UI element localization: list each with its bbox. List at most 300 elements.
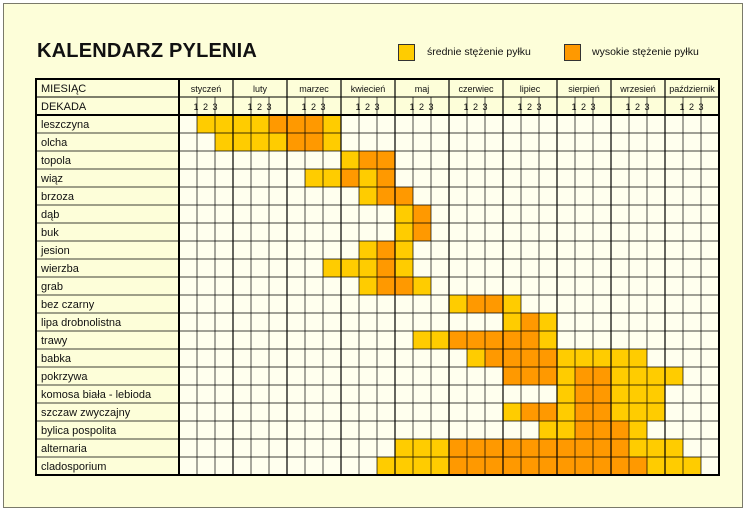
cell-empty bbox=[431, 421, 449, 439]
month-label: czerwiec bbox=[458, 84, 494, 94]
cell-empty bbox=[683, 115, 701, 133]
cell-empty bbox=[449, 349, 467, 367]
cell-high bbox=[539, 367, 557, 385]
cell-high bbox=[521, 331, 539, 349]
cell-empty bbox=[665, 259, 683, 277]
cell-empty bbox=[665, 151, 683, 169]
cell-empty bbox=[503, 187, 521, 205]
cell-empty bbox=[287, 331, 305, 349]
cell-empty bbox=[197, 367, 215, 385]
cell-empty bbox=[647, 349, 665, 367]
month-label: maj bbox=[414, 84, 430, 94]
cell-empty bbox=[305, 421, 323, 439]
cell-empty bbox=[305, 367, 323, 385]
cell-empty bbox=[377, 295, 395, 313]
cell-empty bbox=[323, 421, 341, 439]
cell-empty bbox=[179, 457, 197, 475]
cell-empty bbox=[305, 385, 323, 403]
cell-high bbox=[395, 187, 413, 205]
cell-empty bbox=[467, 133, 485, 151]
cell-empty bbox=[647, 133, 665, 151]
cell-empty bbox=[449, 187, 467, 205]
cell-medium bbox=[629, 439, 647, 457]
cell-empty bbox=[197, 187, 215, 205]
cell-empty bbox=[287, 241, 305, 259]
cell-empty bbox=[683, 367, 701, 385]
cell-empty bbox=[287, 349, 305, 367]
cell-empty bbox=[215, 277, 233, 295]
cell-medium bbox=[629, 349, 647, 367]
cell-empty bbox=[197, 151, 215, 169]
cell-empty bbox=[467, 205, 485, 223]
cell-empty bbox=[179, 277, 197, 295]
cell-empty bbox=[269, 277, 287, 295]
cell-empty bbox=[413, 295, 431, 313]
cell-empty bbox=[611, 313, 629, 331]
cell-empty bbox=[413, 169, 431, 187]
cell-medium bbox=[341, 259, 359, 277]
cell-empty bbox=[251, 385, 269, 403]
decade-number: 3 bbox=[374, 102, 380, 112]
cell-empty bbox=[395, 313, 413, 331]
cell-empty bbox=[377, 349, 395, 367]
cell-empty bbox=[269, 187, 287, 205]
cell-empty bbox=[593, 295, 611, 313]
decade-number: 1 bbox=[247, 102, 253, 112]
cell-empty bbox=[431, 349, 449, 367]
decade-number: 2 bbox=[472, 102, 479, 112]
cell-high bbox=[377, 259, 395, 277]
cell-empty bbox=[413, 385, 431, 403]
decade-number: 3 bbox=[590, 102, 596, 112]
cell-empty bbox=[305, 259, 323, 277]
cell-empty bbox=[305, 331, 323, 349]
cell-medium bbox=[251, 115, 269, 133]
cell-medium bbox=[503, 295, 521, 313]
cell-medium bbox=[647, 367, 665, 385]
cell-empty bbox=[359, 421, 377, 439]
cell-empty bbox=[575, 223, 593, 241]
cell-empty bbox=[665, 115, 683, 133]
cell-empty bbox=[215, 223, 233, 241]
cell-empty bbox=[467, 223, 485, 241]
cell-empty bbox=[251, 151, 269, 169]
cell-empty bbox=[287, 439, 305, 457]
cell-empty bbox=[485, 313, 503, 331]
cell-empty bbox=[701, 403, 719, 421]
cell-medium bbox=[323, 259, 341, 277]
cell-empty bbox=[179, 403, 197, 421]
cell-empty bbox=[503, 205, 521, 223]
cell-empty bbox=[665, 385, 683, 403]
cell-empty bbox=[431, 205, 449, 223]
cell-empty bbox=[701, 457, 719, 475]
cell-empty bbox=[503, 169, 521, 187]
decade-number: 2 bbox=[688, 102, 695, 112]
cell-empty bbox=[665, 331, 683, 349]
cell-high bbox=[575, 421, 593, 439]
cell-empty bbox=[197, 385, 215, 403]
cell-empty bbox=[449, 385, 467, 403]
cell-empty bbox=[557, 241, 575, 259]
cell-high bbox=[575, 385, 593, 403]
cell-empty bbox=[629, 295, 647, 313]
cell-empty bbox=[611, 151, 629, 169]
cell-empty bbox=[575, 259, 593, 277]
cell-medium bbox=[611, 367, 629, 385]
cell-empty bbox=[413, 421, 431, 439]
cell-empty bbox=[251, 241, 269, 259]
cell-empty bbox=[485, 205, 503, 223]
cell-empty bbox=[611, 169, 629, 187]
cell-empty bbox=[251, 457, 269, 475]
cell-high bbox=[503, 349, 521, 367]
cell-empty bbox=[215, 259, 233, 277]
cell-empty bbox=[557, 223, 575, 241]
cell-empty bbox=[575, 295, 593, 313]
cell-empty bbox=[323, 457, 341, 475]
cell-empty bbox=[197, 133, 215, 151]
cell-medium bbox=[593, 349, 611, 367]
decade-number: 1 bbox=[625, 102, 631, 112]
cell-medium bbox=[359, 277, 377, 295]
pollen-row-label: topola bbox=[41, 155, 71, 167]
cell-empty bbox=[557, 331, 575, 349]
cell-empty bbox=[683, 313, 701, 331]
pollen-row-label: pokrzywa bbox=[41, 371, 88, 383]
cell-empty bbox=[341, 457, 359, 475]
cell-empty bbox=[413, 241, 431, 259]
cell-medium bbox=[413, 457, 431, 475]
cell-empty bbox=[305, 457, 323, 475]
cell-high bbox=[575, 439, 593, 457]
cell-medium bbox=[539, 421, 557, 439]
cell-empty bbox=[521, 295, 539, 313]
cell-empty bbox=[359, 457, 377, 475]
cell-empty bbox=[359, 313, 377, 331]
cell-medium bbox=[449, 295, 467, 313]
cell-medium bbox=[647, 439, 665, 457]
cell-empty bbox=[539, 151, 557, 169]
cell-medium bbox=[323, 133, 341, 151]
month-label: październik bbox=[669, 84, 715, 94]
cell-high bbox=[377, 277, 395, 295]
cell-empty bbox=[701, 133, 719, 151]
cell-empty bbox=[251, 403, 269, 421]
cell-empty bbox=[449, 367, 467, 385]
decade-number: 1 bbox=[409, 102, 415, 112]
cell-empty bbox=[233, 421, 251, 439]
cell-empty bbox=[323, 367, 341, 385]
cell-empty bbox=[377, 133, 395, 151]
cell-empty bbox=[287, 313, 305, 331]
pollen-row-label: cladosporium bbox=[41, 461, 107, 473]
cell-high bbox=[575, 367, 593, 385]
cell-empty bbox=[557, 169, 575, 187]
cell-empty bbox=[701, 295, 719, 313]
cell-empty bbox=[665, 205, 683, 223]
cell-empty bbox=[269, 313, 287, 331]
cell-empty bbox=[629, 133, 647, 151]
cell-medium bbox=[665, 367, 683, 385]
cell-empty bbox=[377, 385, 395, 403]
cell-empty bbox=[413, 313, 431, 331]
cell-empty bbox=[197, 313, 215, 331]
decade-number: 2 bbox=[580, 102, 587, 112]
cell-high bbox=[611, 457, 629, 475]
cell-high bbox=[557, 439, 575, 457]
decade-number: 2 bbox=[364, 102, 371, 112]
cell-empty bbox=[701, 313, 719, 331]
cell-empty bbox=[575, 331, 593, 349]
cell-empty bbox=[629, 277, 647, 295]
cell-high bbox=[485, 349, 503, 367]
decade-number: 3 bbox=[536, 102, 542, 112]
cell-empty bbox=[323, 331, 341, 349]
cell-empty bbox=[503, 421, 521, 439]
cell-empty bbox=[197, 295, 215, 313]
cell-empty bbox=[215, 457, 233, 475]
cell-empty bbox=[683, 421, 701, 439]
cell-empty bbox=[449, 151, 467, 169]
cell-empty bbox=[215, 295, 233, 313]
cell-empty bbox=[287, 259, 305, 277]
cell-empty bbox=[215, 367, 233, 385]
cell-empty bbox=[359, 133, 377, 151]
cell-empty bbox=[305, 241, 323, 259]
cell-empty bbox=[521, 133, 539, 151]
cell-empty bbox=[197, 439, 215, 457]
month-label: wrzesień bbox=[620, 84, 656, 94]
decade-number: 3 bbox=[698, 102, 704, 112]
decade-number: 1 bbox=[193, 102, 199, 112]
cell-medium bbox=[575, 349, 593, 367]
cell-empty bbox=[701, 151, 719, 169]
cell-empty bbox=[215, 313, 233, 331]
cell-high bbox=[467, 457, 485, 475]
cell-empty bbox=[503, 133, 521, 151]
cell-empty bbox=[665, 421, 683, 439]
cell-empty bbox=[539, 295, 557, 313]
cell-empty bbox=[269, 223, 287, 241]
cell-empty bbox=[449, 241, 467, 259]
cell-empty bbox=[701, 241, 719, 259]
cell-empty bbox=[269, 169, 287, 187]
cell-medium bbox=[503, 313, 521, 331]
decade-number: 1 bbox=[355, 102, 361, 112]
cell-empty bbox=[233, 241, 251, 259]
cell-high bbox=[377, 151, 395, 169]
cell-empty bbox=[341, 349, 359, 367]
cell-empty bbox=[179, 367, 197, 385]
cell-empty bbox=[233, 187, 251, 205]
cell-empty bbox=[233, 295, 251, 313]
month-label: luty bbox=[252, 84, 268, 94]
cell-medium bbox=[269, 133, 287, 151]
cell-high bbox=[449, 331, 467, 349]
cell-empty bbox=[683, 151, 701, 169]
decade-number: 3 bbox=[320, 102, 326, 112]
cell-medium bbox=[395, 259, 413, 277]
cell-empty bbox=[323, 205, 341, 223]
cell-high bbox=[269, 115, 287, 133]
cell-empty bbox=[665, 169, 683, 187]
cell-empty bbox=[233, 385, 251, 403]
cell-medium bbox=[557, 421, 575, 439]
cell-empty bbox=[485, 367, 503, 385]
cell-empty bbox=[233, 205, 251, 223]
cell-empty bbox=[539, 187, 557, 205]
cell-high bbox=[539, 403, 557, 421]
cell-empty bbox=[449, 115, 467, 133]
cell-empty bbox=[449, 313, 467, 331]
cell-high bbox=[611, 439, 629, 457]
cell-empty bbox=[575, 169, 593, 187]
cell-empty bbox=[557, 313, 575, 331]
cell-empty bbox=[485, 133, 503, 151]
cell-empty bbox=[233, 313, 251, 331]
cell-empty bbox=[431, 277, 449, 295]
cell-empty bbox=[575, 313, 593, 331]
cell-empty bbox=[377, 115, 395, 133]
cell-empty bbox=[593, 259, 611, 277]
cell-empty bbox=[179, 295, 197, 313]
cell-empty bbox=[629, 169, 647, 187]
cell-empty bbox=[179, 151, 197, 169]
cell-empty bbox=[557, 277, 575, 295]
cell-high bbox=[539, 457, 557, 475]
cell-empty bbox=[179, 187, 197, 205]
cell-empty bbox=[521, 421, 539, 439]
cell-empty bbox=[467, 169, 485, 187]
cell-empty bbox=[251, 367, 269, 385]
cell-empty bbox=[611, 133, 629, 151]
cell-empty bbox=[593, 241, 611, 259]
page-title: KALENDARZ PYLENIA bbox=[37, 40, 258, 62]
cell-empty bbox=[665, 241, 683, 259]
cell-empty bbox=[611, 205, 629, 223]
cell-empty bbox=[395, 151, 413, 169]
pollen-row-label: wierzba bbox=[41, 263, 79, 275]
cell-empty bbox=[647, 331, 665, 349]
cell-empty bbox=[647, 277, 665, 295]
cell-empty bbox=[629, 259, 647, 277]
cell-empty bbox=[359, 367, 377, 385]
cell-empty bbox=[647, 295, 665, 313]
decade-number: 3 bbox=[212, 102, 218, 112]
cell-medium bbox=[323, 115, 341, 133]
cell-empty bbox=[485, 187, 503, 205]
cell-empty bbox=[521, 169, 539, 187]
cell-empty bbox=[557, 151, 575, 169]
cell-empty bbox=[683, 169, 701, 187]
cell-empty bbox=[449, 169, 467, 187]
cell-empty bbox=[197, 259, 215, 277]
cell-high bbox=[341, 169, 359, 187]
cell-high bbox=[485, 295, 503, 313]
cell-high bbox=[287, 115, 305, 133]
cell-medium bbox=[413, 331, 431, 349]
cell-medium bbox=[395, 205, 413, 223]
cell-empty bbox=[539, 223, 557, 241]
cell-empty bbox=[413, 133, 431, 151]
cell-empty bbox=[485, 259, 503, 277]
cell-empty bbox=[629, 241, 647, 259]
cell-empty bbox=[593, 331, 611, 349]
cell-medium bbox=[557, 403, 575, 421]
cell-empty bbox=[683, 241, 701, 259]
cell-empty bbox=[485, 223, 503, 241]
cell-empty bbox=[269, 367, 287, 385]
cell-medium bbox=[557, 367, 575, 385]
cell-empty bbox=[539, 277, 557, 295]
cell-empty bbox=[575, 133, 593, 151]
cell-empty bbox=[611, 331, 629, 349]
cell-empty bbox=[683, 295, 701, 313]
cell-empty bbox=[269, 241, 287, 259]
cell-empty bbox=[233, 457, 251, 475]
cell-high bbox=[611, 421, 629, 439]
pollen-row-label: leszczyna bbox=[41, 119, 90, 131]
cell-empty bbox=[413, 403, 431, 421]
pollen-row-label: dąb bbox=[41, 209, 60, 221]
cell-empty bbox=[701, 205, 719, 223]
cell-empty bbox=[197, 421, 215, 439]
cell-empty bbox=[305, 151, 323, 169]
cell-medium bbox=[647, 385, 665, 403]
cell-high bbox=[413, 223, 431, 241]
cell-empty bbox=[431, 241, 449, 259]
cell-empty bbox=[215, 169, 233, 187]
cell-high bbox=[305, 133, 323, 151]
cell-empty bbox=[377, 439, 395, 457]
cell-empty bbox=[395, 367, 413, 385]
legend-medium-label: średnie stężenie pyłku bbox=[427, 46, 531, 58]
cell-empty bbox=[575, 115, 593, 133]
cell-empty bbox=[197, 277, 215, 295]
cell-empty bbox=[179, 385, 197, 403]
cell-empty bbox=[251, 169, 269, 187]
cell-empty bbox=[359, 331, 377, 349]
cell-empty bbox=[179, 223, 197, 241]
cell-high bbox=[503, 331, 521, 349]
cell-medium bbox=[557, 349, 575, 367]
cell-empty bbox=[593, 115, 611, 133]
cell-empty bbox=[251, 277, 269, 295]
decade-number: 2 bbox=[310, 102, 317, 112]
cell-high bbox=[485, 331, 503, 349]
cell-empty bbox=[629, 331, 647, 349]
cell-empty bbox=[449, 133, 467, 151]
cell-empty bbox=[575, 277, 593, 295]
cell-empty bbox=[431, 115, 449, 133]
cell-empty bbox=[197, 349, 215, 367]
month-label: lipiec bbox=[519, 84, 541, 94]
cell-empty bbox=[413, 349, 431, 367]
cell-empty bbox=[467, 403, 485, 421]
cell-empty bbox=[233, 223, 251, 241]
cell-empty bbox=[467, 421, 485, 439]
cell-empty bbox=[413, 187, 431, 205]
cell-empty bbox=[269, 349, 287, 367]
cell-medium bbox=[431, 457, 449, 475]
cell-empty bbox=[269, 331, 287, 349]
decade-number: 1 bbox=[301, 102, 307, 112]
cell-empty bbox=[323, 313, 341, 331]
cell-empty bbox=[287, 205, 305, 223]
cell-empty bbox=[521, 205, 539, 223]
cell-empty bbox=[287, 277, 305, 295]
